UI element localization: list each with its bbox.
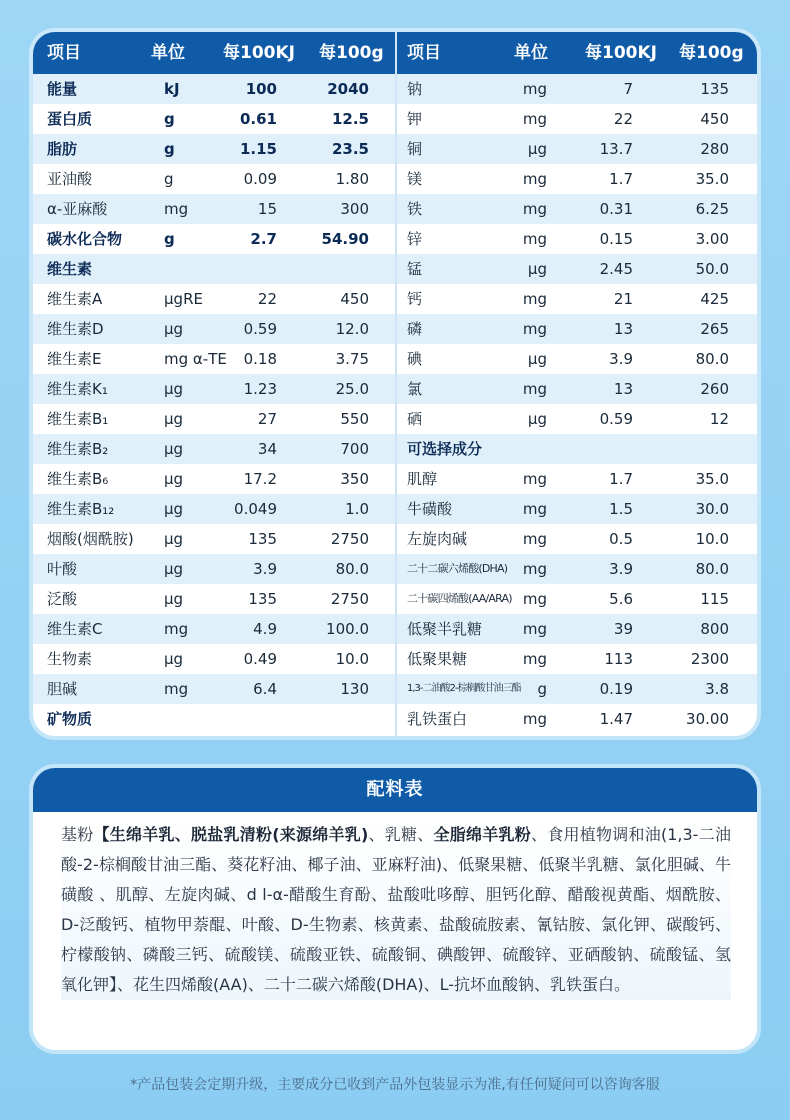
ingredients-segment: 、乳糖、 xyxy=(368,825,434,844)
value-per-100g: 12.0 xyxy=(335,320,369,338)
table-row xyxy=(397,74,757,104)
nutrient-name: 脂肪 xyxy=(47,140,78,158)
table-row xyxy=(33,614,395,644)
nutrient-unit: mg xyxy=(522,380,547,398)
table-row xyxy=(33,524,395,554)
value-per-100g: 54.90 xyxy=(321,230,369,248)
nutrient-name: 镁 xyxy=(407,170,423,188)
value-per-100g: 115 xyxy=(700,590,729,608)
nutrient-name: 生物素 xyxy=(47,650,93,668)
nutrient-unit: mg xyxy=(164,620,189,638)
value-per-100kj: 2.45 xyxy=(599,260,633,278)
nutrient-name: 牛磺酸 xyxy=(407,500,453,518)
table-row xyxy=(397,434,757,464)
table-row xyxy=(33,434,395,464)
ingredients-title: 配料表 xyxy=(33,768,757,812)
value-per-100kj: 6.4 xyxy=(253,680,277,698)
table-row xyxy=(397,674,757,704)
column-divider xyxy=(395,32,397,736)
table-row xyxy=(397,104,757,134)
value-per-100kj: 21 xyxy=(613,290,633,308)
header-per-kj: 每100KJ xyxy=(585,43,657,63)
nutrient-name: 钙 xyxy=(407,290,423,308)
table-row xyxy=(33,74,395,104)
nutrient-unit: mg xyxy=(522,320,547,338)
value-per-100g: 550 xyxy=(340,410,369,428)
value-per-100g: 10.0 xyxy=(695,530,729,548)
nutrient-unit: mg xyxy=(522,200,547,218)
nutrient-unit: μg xyxy=(164,650,184,668)
table-row xyxy=(397,704,757,734)
nutrient-name: 亚油酸 xyxy=(47,170,93,188)
nutrient-name: 锰 xyxy=(407,260,423,278)
value-per-100g: 2750 xyxy=(330,590,369,608)
table-row xyxy=(33,344,395,374)
nutrient-name: 胆碱 xyxy=(47,680,78,698)
table-row xyxy=(33,224,395,254)
header-per-g: 每100g xyxy=(679,43,744,63)
value-per-100g: 3.8 xyxy=(705,680,729,698)
nutrient-name: 磷 xyxy=(407,320,423,338)
nutrient-unit: μg xyxy=(164,590,184,608)
nutrient-name: 铁 xyxy=(407,200,423,218)
nutrient-unit: mg xyxy=(522,590,547,608)
nutrient-name: 维生素B₂ xyxy=(47,440,109,458)
table-row xyxy=(397,494,757,524)
table-row xyxy=(33,104,395,134)
nutrient-unit: mg xyxy=(522,80,547,98)
nutrient-unit: mg xyxy=(164,680,189,698)
header-unit: 单位 xyxy=(151,43,185,63)
value-per-100g: 1.0 xyxy=(345,500,369,518)
nutrient-unit: μg xyxy=(164,530,184,548)
nutrient-name: 氯 xyxy=(407,380,423,398)
nutrient-unit: mg α-TE xyxy=(164,350,227,368)
table-row xyxy=(397,254,757,284)
nutrient-name: 铜 xyxy=(407,140,423,158)
nutrient-name: 1,3-二油酸2-棕榈酸甘油三酯 xyxy=(407,683,521,694)
value-per-100kj: 22 xyxy=(257,290,277,308)
value-per-100kj: 1.5 xyxy=(609,500,633,518)
value-per-100g: 260 xyxy=(700,380,729,398)
nutrient-unit: g xyxy=(164,140,175,158)
ingredients-segment: 、食用植物调和油(1,3-二油酸-2-棕榈酸甘油三酯、葵花籽油、椰子油、亚麻籽油)、低聚果糖、低聚半乳糖、氯化胆碱、牛磺酸 、肌醇、左旋肉碱、d l-α-醋酸生育酚、盐酸吡哆醇、胆钙化醇、醋酸视黄酯、烟酰胺、D-泛酸钙、植物甲萘醌、叶酸、D-生物素、核黄素、盐酸硫胺素、氰钴胺、氯化钾、碳酸钙、柠檬酸钠、磷酸三钙、硫酸镁、硫酸亚铁、硫酸铜、碘酸钾、硫酸锌、亚硒酸钠、硫酸锰、氢氧化钾】、花生四烯酸(AA)、二十二碳六烯酸(DHA)、L-抗坏血酸钠、乳铁蛋白。 xyxy=(61,825,731,994)
value-per-100kj: 0.049 xyxy=(234,500,277,518)
table-row xyxy=(33,194,395,224)
value-per-100g: 700 xyxy=(340,440,369,458)
value-per-100g: 2750 xyxy=(330,530,369,548)
value-per-100kj: 113 xyxy=(604,650,633,668)
value-per-100kj: 13.7 xyxy=(599,140,633,158)
value-per-100kj: 1.15 xyxy=(239,140,277,158)
value-per-100kj: 3.9 xyxy=(609,350,633,368)
value-per-100kj: 0.61 xyxy=(239,110,277,128)
nutrient-name: 维生素B₆ xyxy=(47,470,109,488)
nutrition-right-column xyxy=(397,74,757,734)
value-per-100g: 265 xyxy=(700,320,729,338)
table-row xyxy=(397,554,757,584)
header-unit: 单位 xyxy=(514,43,548,63)
nutrient-name: 左旋肉碱 xyxy=(407,530,468,548)
nutrient-name: 钾 xyxy=(407,110,423,128)
nutrient-unit: μg xyxy=(164,380,184,398)
value-per-100g: 280 xyxy=(700,140,729,158)
value-per-100kj: 0.49 xyxy=(243,650,277,668)
table-row xyxy=(33,254,395,284)
nutrient-name: 钠 xyxy=(407,80,423,98)
table-row xyxy=(33,164,395,194)
nutrient-name: 硒 xyxy=(407,410,423,428)
nutrient-name: 二十碳四烯酸(AA/ARA) xyxy=(407,592,512,605)
nutrient-unit: mg xyxy=(522,650,547,668)
value-per-100g: 135 xyxy=(700,80,729,98)
table-row xyxy=(397,404,757,434)
table-row xyxy=(33,284,395,314)
nutrient-name: 烟酸(烟酰胺) xyxy=(47,530,134,548)
nutrient-name: 蛋白质 xyxy=(47,110,93,128)
value-per-100kj: 17.2 xyxy=(243,470,277,488)
nutrient-name: 维生素A xyxy=(47,290,103,308)
value-per-100kj: 1.23 xyxy=(243,380,277,398)
nutrient-name: 肌醇 xyxy=(407,470,438,488)
value-per-100kj: 13 xyxy=(613,380,633,398)
value-per-100g: 80.0 xyxy=(695,560,729,578)
nutrient-name: 泛酸 xyxy=(47,590,78,608)
ingredients-highlight: 生绵羊乳、脱盐乳清粉(来源绵羊乳) xyxy=(109,825,369,844)
table-row xyxy=(397,374,757,404)
ingredients-bracket: 【 xyxy=(93,825,110,844)
nutrient-unit: mg xyxy=(522,170,547,188)
ingredients-panel xyxy=(33,768,757,1050)
nutrient-unit: mg xyxy=(522,620,547,638)
table-row xyxy=(397,134,757,164)
header-item: 项目 xyxy=(47,43,81,63)
ingredients-highlight: 全脂绵羊乳粉 xyxy=(433,825,532,844)
nutrient-name: 低聚果糖 xyxy=(407,650,468,668)
value-per-100kj: 0.18 xyxy=(243,350,277,368)
value-per-100g: 30.0 xyxy=(695,500,729,518)
value-per-100g: 50.0 xyxy=(695,260,729,278)
table-row xyxy=(33,134,395,164)
header-per-g: 每100g xyxy=(319,43,384,63)
nutrient-unit: μg xyxy=(527,410,547,428)
table-row xyxy=(397,284,757,314)
value-per-100g: 800 xyxy=(700,620,729,638)
ingredients-text xyxy=(61,820,731,1000)
nutrient-unit: mg xyxy=(522,230,547,248)
nutrient-name: 低聚半乳糖 xyxy=(407,620,483,638)
table-row xyxy=(33,554,395,584)
value-per-100kj: 0.15 xyxy=(599,230,633,248)
table-row xyxy=(33,374,395,404)
value-per-100kj: 0.09 xyxy=(243,170,277,188)
nutrient-name: α-亚麻酸 xyxy=(47,200,108,218)
table-row xyxy=(397,194,757,224)
value-per-100kj: 4.9 xyxy=(253,620,277,638)
table-row xyxy=(397,224,757,254)
nutrient-name: 维生素B₁₂ xyxy=(47,500,115,518)
nutrient-unit: mg xyxy=(522,110,547,128)
value-per-100kj: 1.7 xyxy=(609,470,633,488)
value-per-100g: 2300 xyxy=(690,650,729,668)
nutrient-unit: mg xyxy=(522,560,547,578)
table-row xyxy=(33,674,395,704)
nutrient-name: 维生素D xyxy=(47,320,104,338)
table-row xyxy=(397,314,757,344)
value-per-100kj: 7 xyxy=(623,80,633,98)
value-per-100kj: 15 xyxy=(257,200,277,218)
value-per-100kj: 39 xyxy=(613,620,633,638)
table-row xyxy=(33,404,395,434)
nutrient-unit: g xyxy=(164,110,175,128)
value-per-100g: 80.0 xyxy=(335,560,369,578)
header-item: 项目 xyxy=(407,43,441,63)
value-per-100g: 350 xyxy=(340,470,369,488)
table-row xyxy=(397,614,757,644)
value-per-100kj: 0.5 xyxy=(609,530,633,548)
nutrient-unit: mg xyxy=(522,500,547,518)
nutrient-unit: g xyxy=(164,170,174,188)
nutrient-name: 维生素 xyxy=(47,260,93,278)
nutrient-name: 维生素E xyxy=(47,350,102,368)
value-per-100kj: 0.59 xyxy=(599,410,633,428)
nutrient-unit: kJ xyxy=(164,80,180,98)
value-per-100g: 12 xyxy=(709,410,729,428)
value-per-100g: 35.0 xyxy=(695,470,729,488)
table-row xyxy=(397,464,757,494)
value-per-100g: 30.00 xyxy=(686,710,729,728)
nutrient-unit: μg xyxy=(527,350,547,368)
value-per-100kj: 1.7 xyxy=(609,170,633,188)
table-row xyxy=(397,644,757,674)
nutrient-unit: mg xyxy=(164,200,189,218)
value-per-100g: 12.5 xyxy=(331,110,369,128)
nutrient-name: 可选择成分 xyxy=(407,440,483,458)
nutrient-name: 维生素C xyxy=(47,620,103,638)
value-per-100g: 1.80 xyxy=(335,170,369,188)
value-per-100kj: 5.6 xyxy=(609,590,633,608)
value-per-100kj: 3.9 xyxy=(609,560,633,578)
nutrient-unit: μg xyxy=(527,260,547,278)
nutrient-unit: μg xyxy=(527,140,547,158)
value-per-100g: 450 xyxy=(700,110,729,128)
nutrient-unit: mg xyxy=(522,290,547,308)
value-per-100g: 10.0 xyxy=(335,650,369,668)
nutrient-unit: μg xyxy=(164,440,184,458)
value-per-100kj: 135 xyxy=(248,590,277,608)
table-row xyxy=(397,164,757,194)
table-row xyxy=(33,704,395,734)
table-row xyxy=(33,314,395,344)
value-per-100kj: 0.31 xyxy=(599,200,633,218)
nutrient-unit: mg xyxy=(522,710,547,728)
table-row xyxy=(33,644,395,674)
table-row xyxy=(33,494,395,524)
nutrient-unit: mg xyxy=(522,470,547,488)
value-per-100g: 35.0 xyxy=(695,170,729,188)
nutrient-name: 乳铁蛋白 xyxy=(407,710,468,728)
value-per-100g: 3.75 xyxy=(335,350,369,368)
value-per-100kj: 34 xyxy=(257,440,277,458)
nutrient-unit: μg xyxy=(164,500,184,518)
nutrient-name: 能量 xyxy=(47,80,78,98)
value-per-100g: 3.00 xyxy=(695,230,729,248)
value-per-100kj: 100 xyxy=(245,80,277,98)
ingredients-intro: 基粉 xyxy=(61,825,94,844)
value-per-100kj: 13 xyxy=(613,320,633,338)
nutrient-name: 二十二碳六烯酸(DHA) xyxy=(407,562,508,575)
value-per-100g: 2040 xyxy=(327,80,369,98)
value-per-100kj: 0.59 xyxy=(243,320,277,338)
table-row xyxy=(397,344,757,374)
nutrient-name: 叶酸 xyxy=(47,560,78,578)
value-per-100g: 450 xyxy=(340,290,369,308)
nutrient-name: 矿物质 xyxy=(47,710,93,728)
value-per-100g: 100.0 xyxy=(326,620,369,638)
value-per-100kj: 0.19 xyxy=(599,680,633,698)
nutrient-name: 维生素B₁ xyxy=(47,410,109,428)
value-per-100kj: 22 xyxy=(613,110,633,128)
value-per-100kj: 135 xyxy=(248,530,277,548)
value-per-100kj: 3.9 xyxy=(253,560,277,578)
table-row xyxy=(397,584,757,614)
value-per-100g: 80.0 xyxy=(695,350,729,368)
nutrient-unit: μg xyxy=(164,410,184,428)
nutrient-name: 维生素K₁ xyxy=(47,380,108,398)
nutrient-name: 锌 xyxy=(407,230,423,248)
nutrient-unit: μg xyxy=(164,470,184,488)
value-per-100kj: 1.47 xyxy=(599,710,633,728)
table-row xyxy=(397,524,757,554)
nutrient-unit: μg xyxy=(164,560,184,578)
nutrient-unit: g xyxy=(537,680,547,698)
nutrient-unit: g xyxy=(164,230,175,248)
value-per-100g: 425 xyxy=(700,290,729,308)
value-per-100kj: 27 xyxy=(257,410,277,428)
nutrient-unit: mg xyxy=(522,530,547,548)
table-row xyxy=(33,584,395,614)
table-row xyxy=(33,464,395,494)
nutrient-unit: μgRE xyxy=(164,290,203,308)
footnote: *产品包装会定期升级，主要成分已收到产品外包装显示为准,有任何疑问可以咨询客服 xyxy=(130,1077,660,1093)
nutrient-unit: μg xyxy=(164,320,184,338)
value-per-100g: 300 xyxy=(340,200,369,218)
value-per-100g: 23.5 xyxy=(331,140,369,158)
nutrition-table xyxy=(33,32,757,736)
header-per-kj: 每100KJ xyxy=(223,43,295,63)
nutrient-name: 碳水化合物 xyxy=(47,230,123,248)
value-per-100g: 6.25 xyxy=(695,200,729,218)
nutrition-left-column xyxy=(33,74,395,734)
value-per-100g: 25.0 xyxy=(335,380,369,398)
nutrient-name: 碘 xyxy=(407,350,423,368)
value-per-100kj: 2.7 xyxy=(250,230,277,248)
value-per-100g: 130 xyxy=(340,680,369,698)
